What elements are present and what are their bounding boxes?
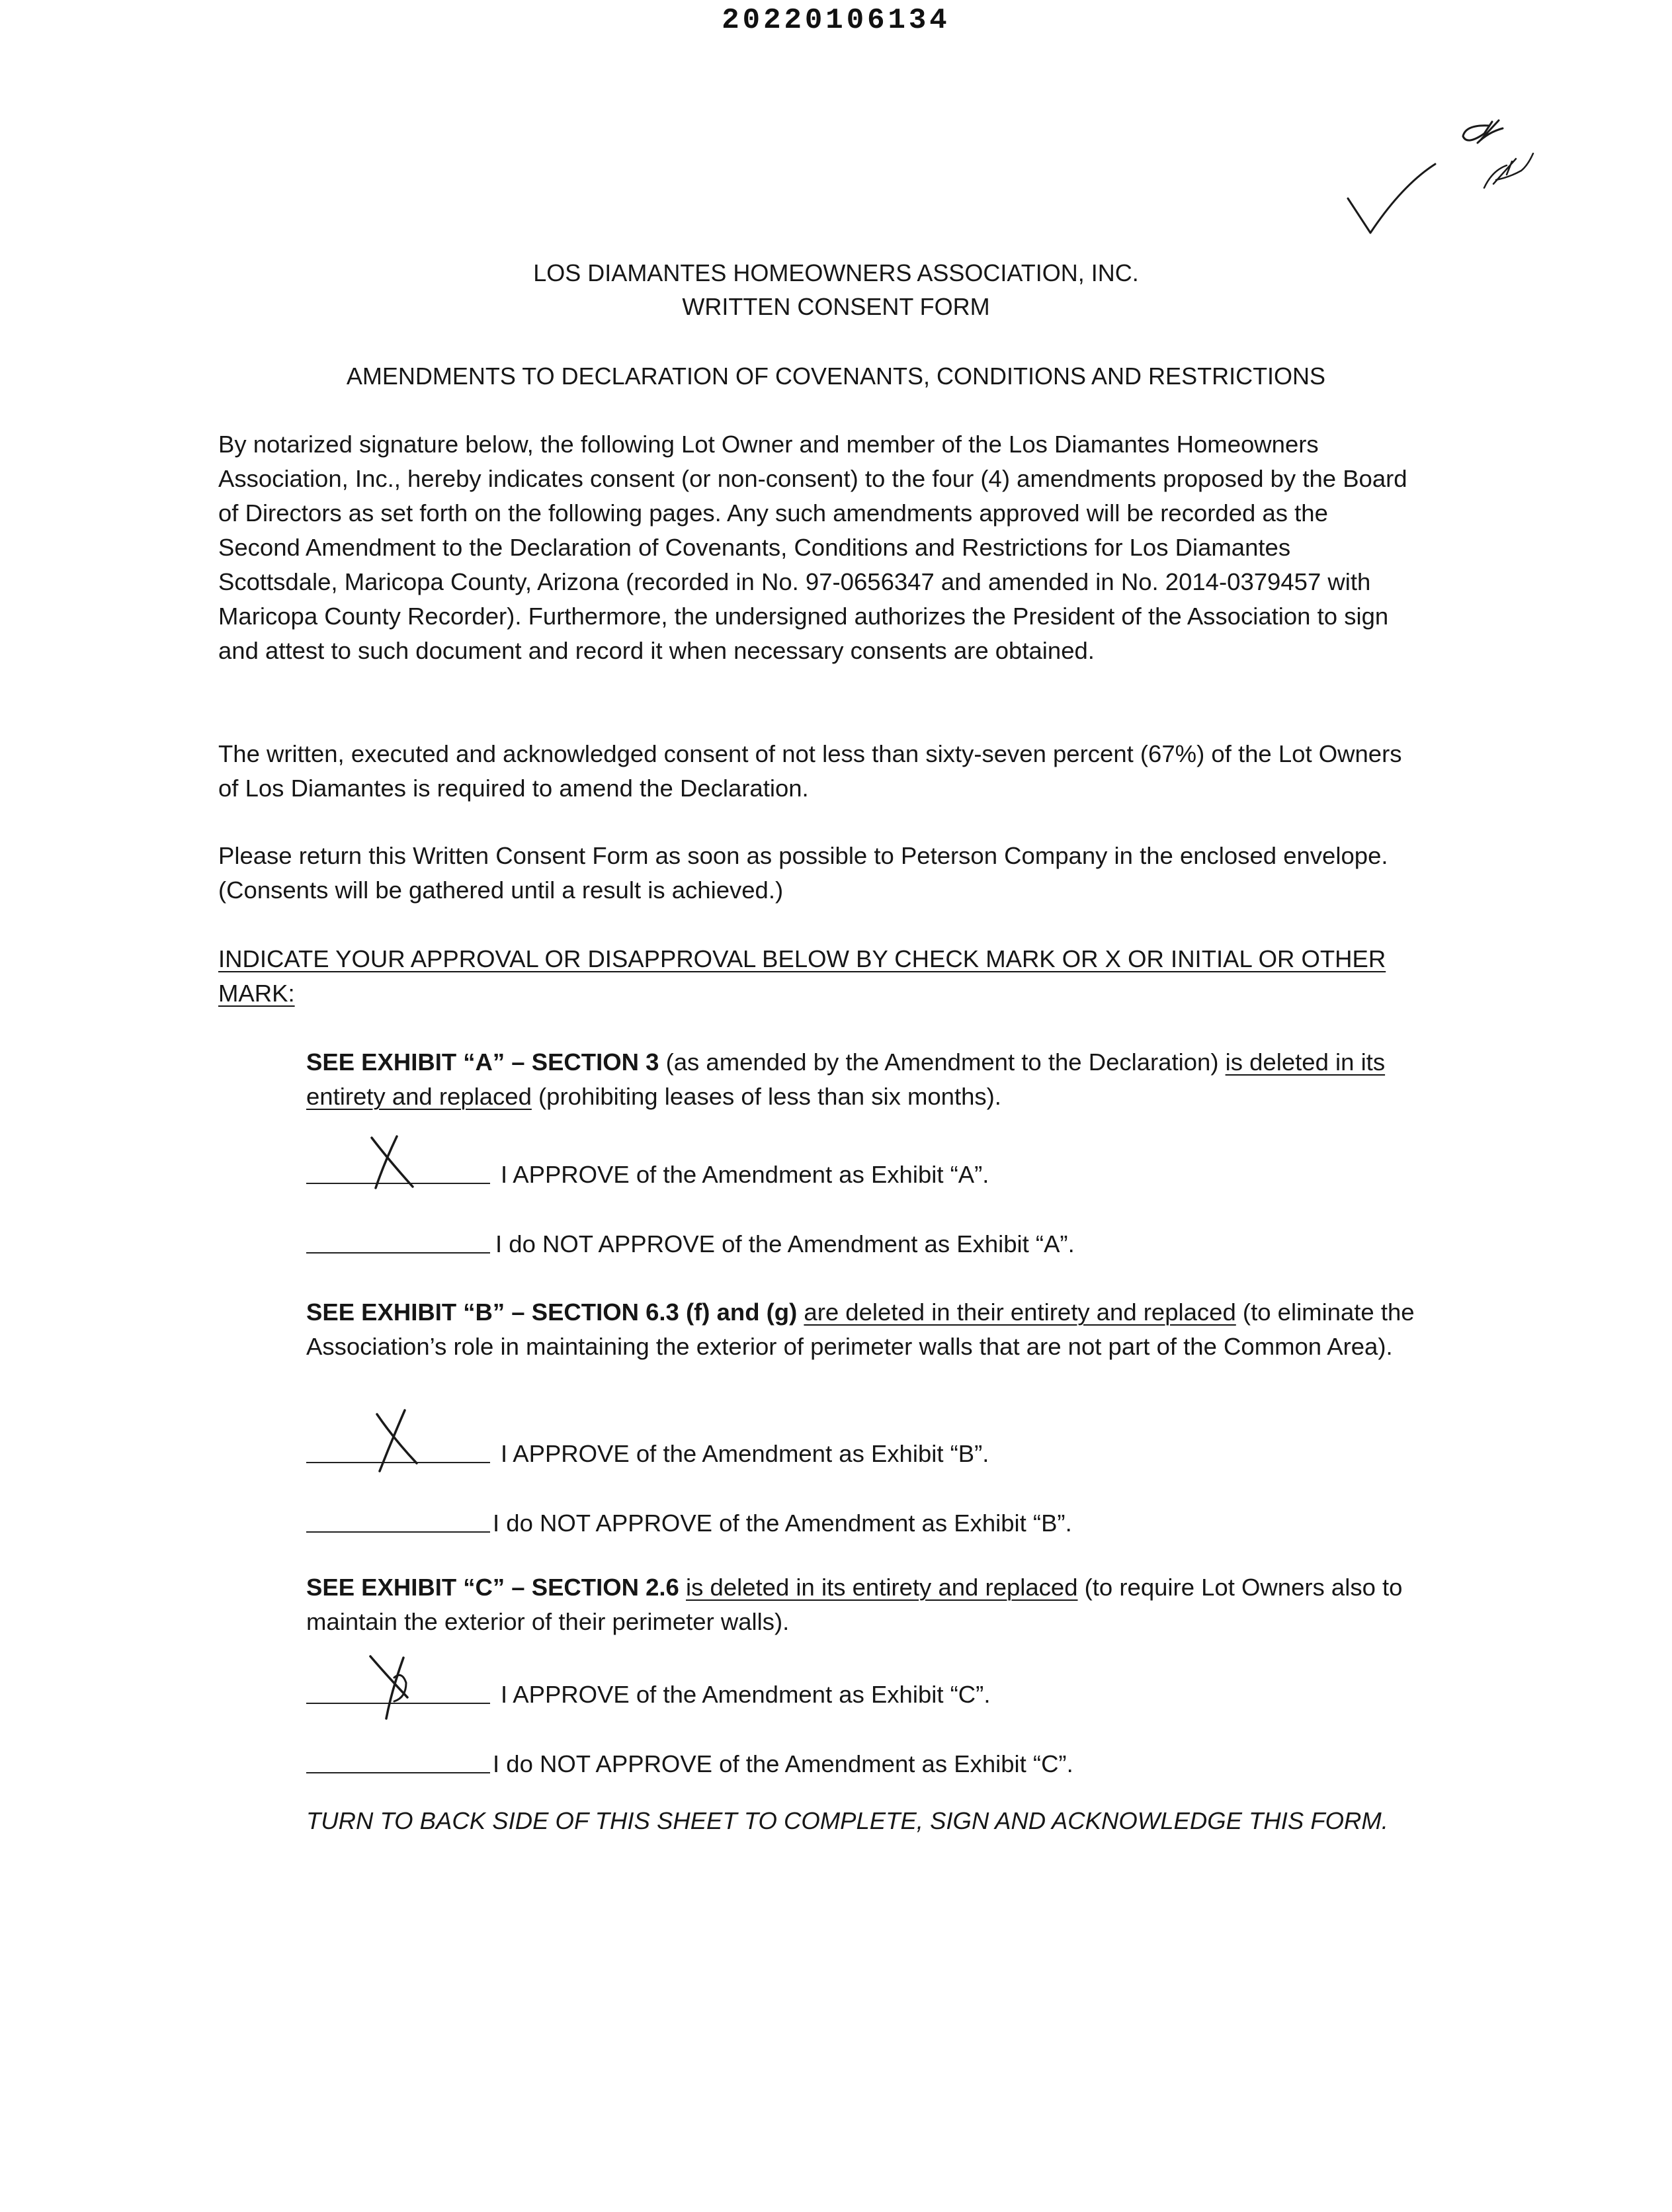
exhibit-a-underlined-text: is deleted in its entirety and replaced bbox=[306, 1048, 1386, 1110]
turn-over-instruction: TURN TO BACK SIDE OF THIS SHEET TO COMPLETE, SIGN AND ACKNOWLEDGE THIS FORM. bbox=[306, 1807, 1388, 1834]
form-title: WRITTEN CONSENT FORM bbox=[682, 293, 990, 320]
exhibit-c-approve-label: I APPROVE of the Amendment as Exhibit “C”. bbox=[501, 1681, 991, 1708]
exhibit-b-description bbox=[306, 1295, 1417, 1364]
exhibit-a-approve-label: I APPROVE of the Amendment as Exhibit “A”. bbox=[501, 1161, 989, 1188]
form-subtitle: AMENDMENTS TO DECLARATION OF COVENANTS, CONDITIONS AND RESTRICTIONS bbox=[346, 362, 1326, 390]
exhibit-b-disapprove-label: I do NOT APPROVE of the Amendment as Exhibit “B”. bbox=[493, 1510, 1072, 1537]
exhibit-b-heading: SEE EXHIBIT “B” – SECTION 6.3 (f) and (g) bbox=[306, 1298, 798, 1326]
exhibit-a-heading: SEE EXHIBIT “A” – SECTION 3 bbox=[306, 1048, 659, 1076]
exhibit-c-disapprove-label: I do NOT APPROVE of the Amendment as Exhibit “C”. bbox=[493, 1750, 1073, 1777]
exhibit-b-x-mark bbox=[357, 1408, 430, 1474]
exhibit-c-description bbox=[306, 1570, 1417, 1639]
exhibit-b-text-after: (to eliminate the Association’s role in maintaining the exterior of perimeter walls that are not part of the Common Area). bbox=[306, 1298, 1415, 1360]
approval-instruction: INDICATE YOUR APPROVAL OR DISAPPROVAL BELOW BY CHECK MARK OR X OR INITIAL OR OTHER MARK: bbox=[218, 945, 1386, 1007]
exhibit-b-disapprove-line[interactable] bbox=[306, 1531, 490, 1533]
exhibit-c-text-after: (to require Lot Owners also to maintain the exterior of their perimeter walls). bbox=[306, 1574, 1403, 1635]
exhibit-c-x-mark bbox=[357, 1651, 430, 1721]
return-instructions-paragraph: Please return this Written Consent Form as soon as possible to Peterson Company in the enclosed envelope. (Consents will be gathered until a result is achieved.) bbox=[218, 842, 1388, 904]
exhibit-a-text-before: (as amended by the Amendment to the Declaration) bbox=[659, 1048, 1226, 1076]
exhibit-c-underlined-text: is deleted in its entirety and replaced bbox=[686, 1574, 1078, 1601]
exhibit-a-disapprove-label: I do NOT APPROVE of the Amendment as Exhibit “A”. bbox=[495, 1230, 1075, 1257]
exhibit-b-approve-label: I APPROVE of the Amendment as Exhibit “B”. bbox=[501, 1440, 989, 1467]
exhibit-a-description bbox=[306, 1045, 1417, 1114]
exhibit-a-text-after: (prohibiting leases of less than six months). bbox=[531, 1083, 1001, 1110]
org-name: LOS DIAMANTES HOMEOWNERS ASSOCIATION, INC. bbox=[533, 259, 1139, 286]
exhibit-c-disapprove-line[interactable] bbox=[306, 1772, 490, 1773]
intro-paragraph: By notarized signature below, the following Lot Owner and member of the Los Diamantes Homeowners Association, Inc., hereby indicates consent (or non-consent) to the four (4) amendments proposed by the Board of Directors as set forth on the following pages. Any such amendments approved will be recorded as the Second Amendment to the Declaration of Covenants, Conditions and Restrictions for Los Diamantes Scottsdale, Maricopa County, Arizona (recorded in No. 97-0656347 and amended in No. 2014-0379457 with Maricopa County Recorder). Furthermore, the undersigned authorizes the President of the Association to sign and attest to such document and record it when necessary consents are obtained. bbox=[218, 431, 1407, 664]
requirement-paragraph: The written, executed and acknowledged consent of not less than sixty-seven percent (67%) of the Lot Owners of Los Diamantes is required to amend the Declaration. bbox=[218, 740, 1402, 802]
exhibit-c-text-before bbox=[679, 1574, 686, 1601]
handwritten-initials-mark bbox=[1336, 106, 1548, 238]
exhibit-b-text-before bbox=[797, 1298, 804, 1326]
exhibit-a-disapprove-line[interactable] bbox=[306, 1252, 490, 1254]
exhibit-b-underlined-text: are deleted in their entirety and replaced bbox=[804, 1298, 1236, 1326]
recording-number: 20220106134 bbox=[722, 4, 950, 37]
exhibit-c-heading: SEE EXHIBIT “C” – SECTION 2.6 bbox=[306, 1574, 679, 1601]
exhibit-a-x-mark bbox=[357, 1134, 430, 1191]
